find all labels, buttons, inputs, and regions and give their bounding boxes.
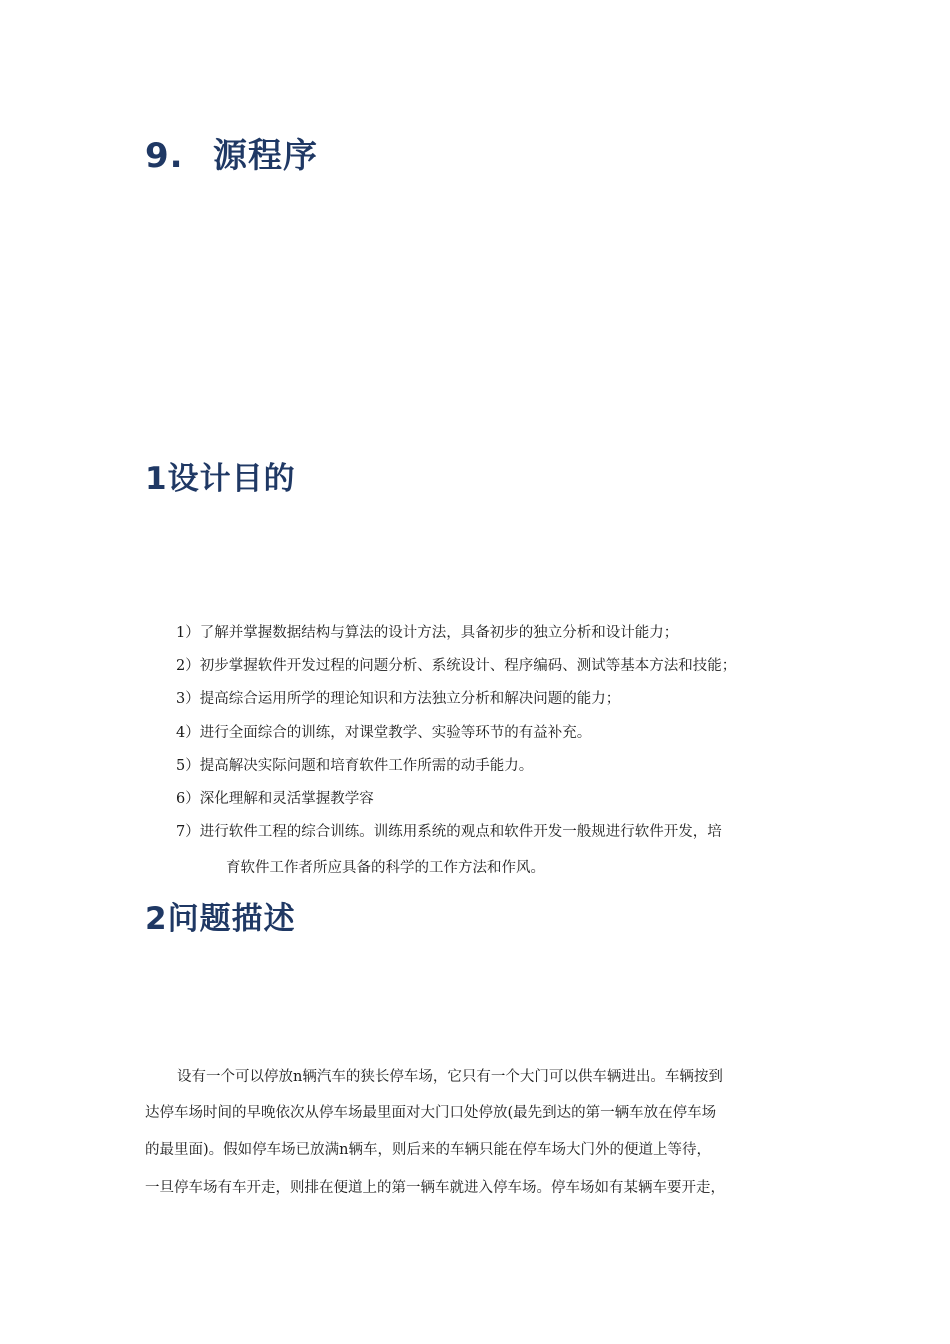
section-9-heading [145,128,318,177]
goal-item-2: 2）初步掌握软件开发过程的问题分析、系统设计、程序编码、测试等基本方法和技能； [176,658,737,674]
section-1-heading: 1设计目的 [145,461,296,497]
goal-item-6: 6）深化理解和灵活掌握教学容 [176,791,374,807]
section-2-heading: 2问题描述 [145,901,296,937]
problem-line-4: 一旦停车场有车开走，则排在便道上的第一辆车就进入停车场。停车场如有某辆车要开走， [145,1180,725,1196]
problem-line-3: 的最里面)。假如停车场已放满n辆车，则后来的车辆只能在停车场大门外的便道上等待， [145,1142,711,1158]
section-9-number: 9. [145,136,184,176]
goal-item-7: 7）进行软件工程的综合训练。训练用系统的观点和软件开发一般规进行软件开发，培 [176,824,722,840]
section-9-title: 源程序 [213,136,318,176]
goal-item-3: 3）提高综合运用所学的理论知识和方法独立分析和解决问题的能力； [176,691,621,707]
goal-item-5: 5）提高解决实际问题和培育软件工作所需的动手能力。 [176,758,534,774]
problem-line-1: 设有一个可以停放n辆汽车的狭长停车场，它只有一个大门可以供车辆进出。车辆按到 [177,1069,723,1085]
goal-item-4: 4）进行全面综合的训练，对课堂教学、实验等环节的有益补充。 [176,725,592,741]
goal-item-7-continuation: 育软件工作者所应具备的科学的工作方法和作风。 [226,860,545,876]
goal-item-1: 1）了解并掌握数据结构与算法的设计方法，具备初步的独立分析和设计能力； [176,625,679,641]
problem-line-2: 达停车场时间的早晚依次从停车场最里面对大门口处停放(最先到达的第一辆车放在停车场 [145,1105,717,1121]
